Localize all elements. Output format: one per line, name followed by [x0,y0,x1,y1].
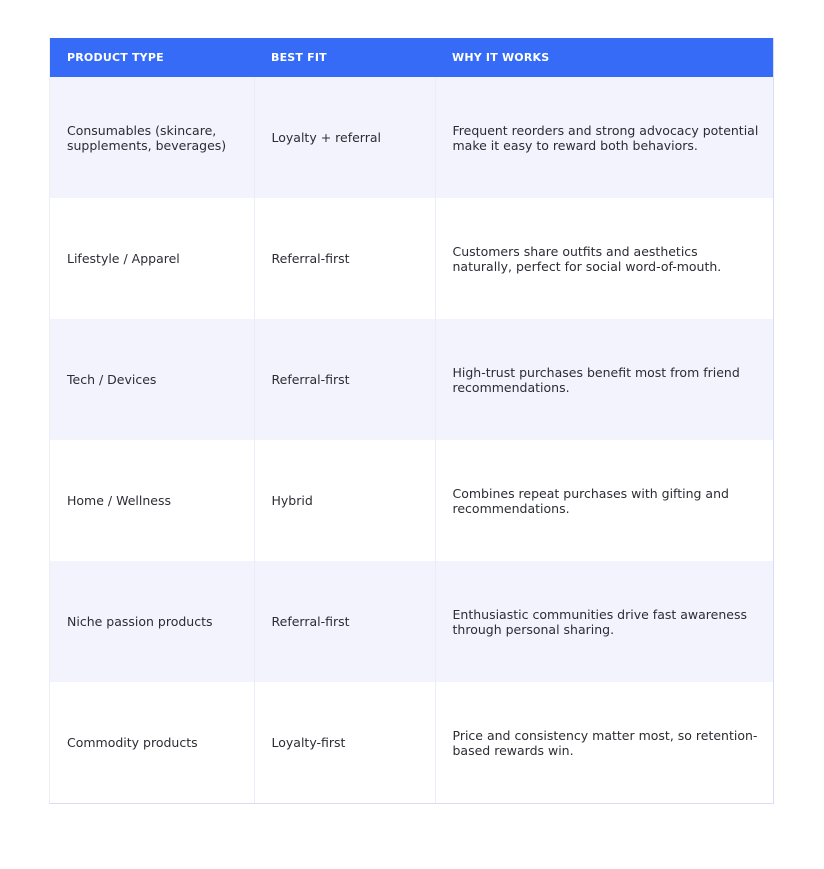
cell-best-fit: Loyalty-first [254,682,435,803]
header-product-type: PRODUCT TYPE [67,51,164,64]
cell-why-it-works: Price and consistency matter most, so retention-based rewards win. [452,727,758,758]
table-row [50,440,773,561]
table-row [50,319,773,440]
cell-product-type: Commodity products [50,682,254,803]
table-row [50,682,773,803]
cell-product-type: Home / Wellness [50,440,254,561]
table-row [50,561,773,682]
header-best-fit: BEST FIT [271,51,327,64]
table-header [50,38,773,77]
cell-best-fit: Hybrid [254,440,435,561]
header-row [50,38,773,77]
cell-why-it-works: Enthusiastic communities drive fast awareness through personal sharing. [452,606,747,637]
cell-why-it-works: High-trust purchases benefit most from friend recommendations. [452,364,740,395]
table-body [50,77,773,803]
cell-best-fit: Referral-first [254,198,435,319]
table-row [50,77,773,198]
comparison-table [50,38,773,803]
cell-product-type: Tech / Devices [50,319,254,440]
comparison-table-container [49,38,774,804]
cell-best-fit: Loyalty + referral [254,77,435,198]
cell-why-it-works: Combines repeat purchases with gifting and recommendations. [452,485,729,516]
cell-product-type: Lifestyle / Apparel [50,198,254,319]
cell-best-fit: Referral-first [254,319,435,440]
cell-why-it-works: Frequent reorders and strong advocacy potential make it easy to reward both behaviors. [452,122,759,153]
cell-product-type: Niche passion products [50,561,254,682]
table-row [50,198,773,319]
cell-product-type: Consumables (skincare, supplements, beverages) [50,77,254,198]
cell-why-it-works: Customers share outfits and aesthetics naturally, perfect for social word-of-mouth. [452,243,722,274]
header-why-it-works: WHY IT WORKS [452,51,550,64]
cell-best-fit: Referral-first [254,561,435,682]
